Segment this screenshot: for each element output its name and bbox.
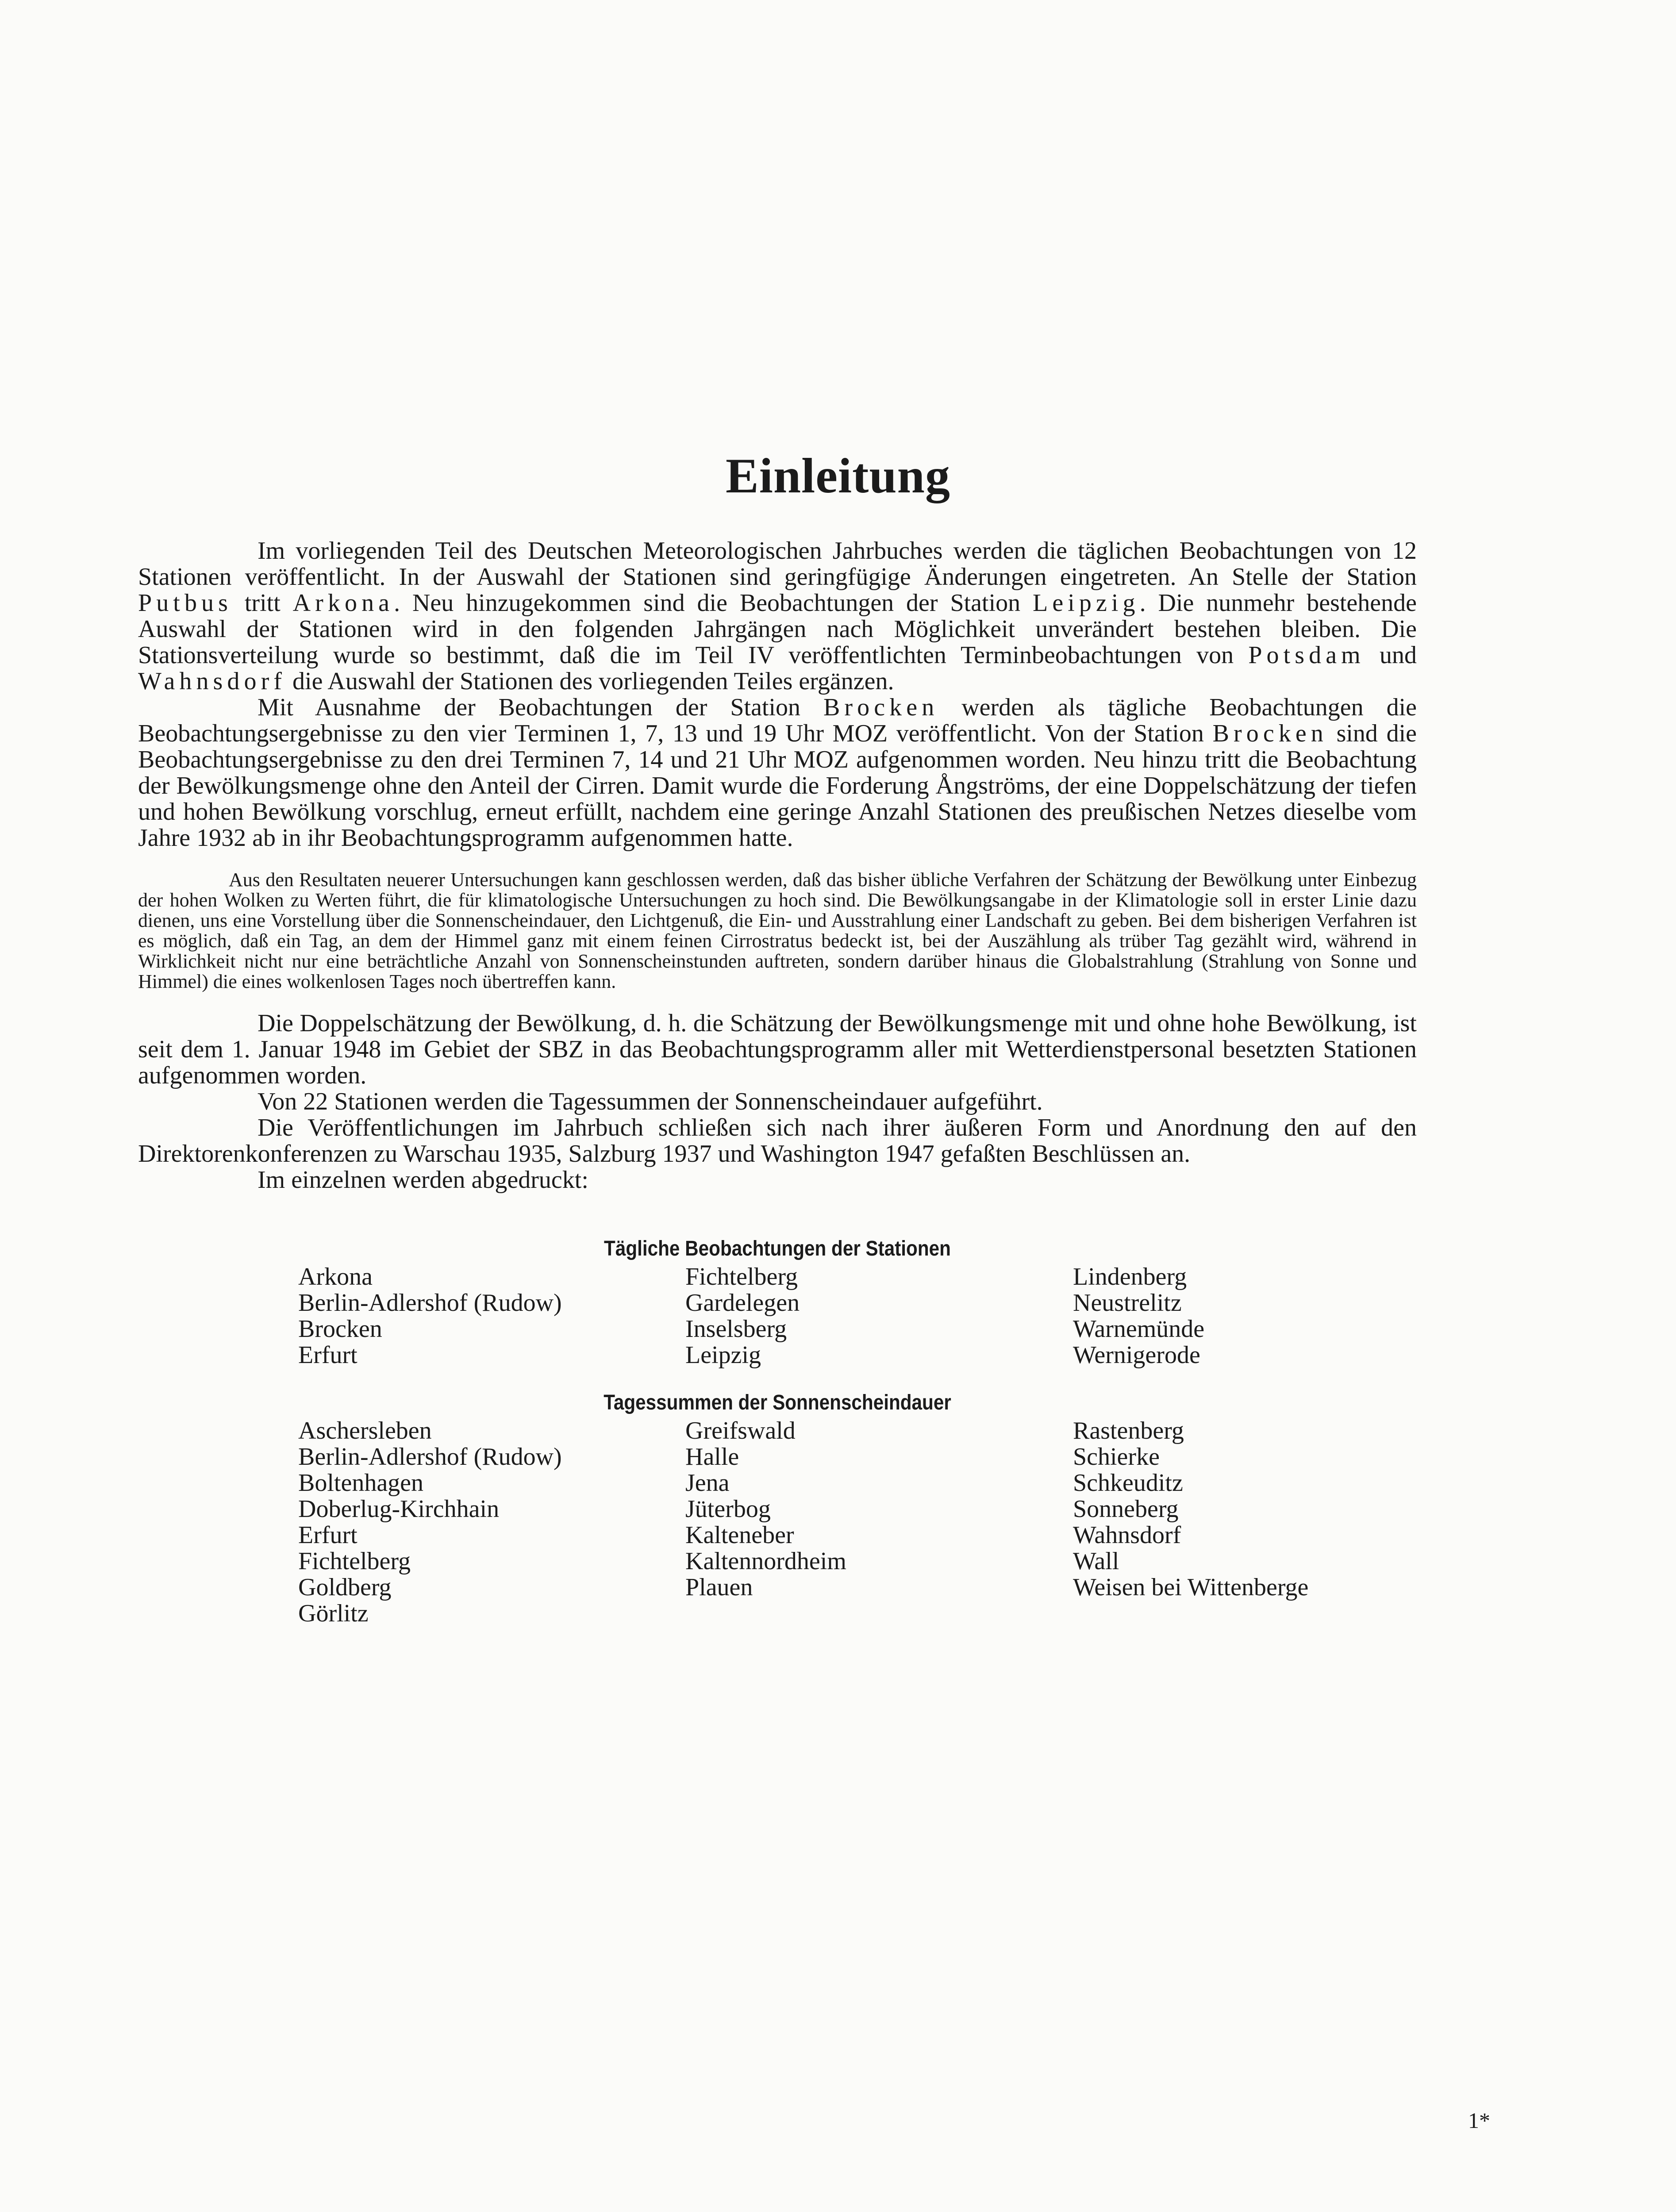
- station-column: [1073, 1264, 1471, 1368]
- station-name: Arkona: [292, 589, 394, 617]
- paragraph-6: Im einzelnen werden abgedruckt:: [258, 1166, 588, 1194]
- text-run: . Neu hinzugekommen sind die Beobachtungen der Station: [394, 589, 1033, 617]
- station-name: Brocken: [823, 694, 939, 721]
- list-item: Kaltennordheim: [685, 1548, 846, 1575]
- paragraph-1: [138, 538, 1417, 695]
- station-name: Wahnsdorf: [138, 668, 287, 695]
- station-name: Putbus: [138, 589, 232, 617]
- section-heading-sunshine: Tagessummen der Sonnenscheindauer: [604, 1391, 951, 1414]
- list-item: Sonneberg: [1073, 1495, 1179, 1523]
- list-item: Schierke: [1073, 1443, 1160, 1471]
- station-list-daily: [298, 1264, 1417, 1368]
- list-item: Weisen bei Wittenberge: [1073, 1574, 1309, 1601]
- page-title: Einleitung: [726, 449, 950, 503]
- paragraph-2: [138, 695, 1417, 851]
- list-item: Inselsberg: [685, 1315, 787, 1343]
- note-paragraph: Aus den Resultaten neuerer Untersuchungen kann geschlossen werden, daß das bisher übliche Verfahren der Schätzung der Bewölkung unter Einbezug der hohen Wolken zu Werten führt, die für klimatologische Untersuchungen zu hoch sind. Die Bewölkungsangabe in der Klimatologie soll in erster Linie dazu dienen, uns eine Vorstellung über die Sonnenscheindauer, den Lichtgenuß, die Ein- und Ausstrahlung einer Landschaft zu geben. Bei dem bisherigen Verfahren ist es möglich, daß ein Tag, an dem der Himmel ganz mit einem feinen Cirrostratus bedeckt ist, bei der Auszählung als trüber Tag gezählt wird, während in Wirklichkeit nicht nur eine beträchtliche Anzahl von Sonnenscheinstunden auftreten, sondern darüber hinaus die Globalstrahlung (Strahlung von Sonne und Himmel) die eines wolkenlosen Tages noch übertreffen kann.: [138, 869, 1417, 992]
- list-item: Neustrelitz: [1073, 1289, 1182, 1317]
- station-column: [1073, 1418, 1471, 1627]
- list-item: Fichtelberg: [685, 1263, 798, 1290]
- text-run: tritt: [232, 589, 293, 617]
- paragraph-5: Die Veröffentlichungen im Jahrbuch schließen sich nach ihrer äußeren Form und Anordnung den auf den Direktorenkonferenzen zu Warschau 1935, Salzburg 1937 und Washington 1947 gefaßten Beschlüssen an.: [138, 1114, 1417, 1167]
- text-run: und: [1365, 641, 1417, 669]
- list-item: Wall: [1073, 1548, 1119, 1575]
- text-run: Im vorliegenden Teil des Deutschen Meteorologischen Jahrbuches werden die täglichen Beobachtungen von 12 Stationen veröffentlicht. In der Auswahl der Stationen sind geringfügige Änderungen eingetreten. An Stelle der Station: [138, 537, 1417, 591]
- station-column: [298, 1418, 685, 1627]
- list-item: Kalteneber: [685, 1521, 794, 1549]
- list-item: Gardelegen: [685, 1289, 800, 1317]
- list-item: Rastenberg: [1073, 1417, 1184, 1444]
- station-column: [685, 1264, 1073, 1368]
- text-run: die Auswahl der Stationen des vorliegenden Teiles ergänzen.: [286, 668, 894, 695]
- list-item: Erfurt: [298, 1521, 357, 1549]
- list-item: Warnemünde: [1073, 1315, 1205, 1343]
- list-item: Boltenhagen: [298, 1469, 424, 1497]
- list-item: Berlin-Adlershof (Rudow): [298, 1443, 562, 1471]
- section-heading-daily: Tägliche Beobachtungen der Stationen: [604, 1237, 951, 1260]
- list-item: Wahnsdorf: [1073, 1521, 1181, 1549]
- list-item: Arkona: [298, 1263, 373, 1290]
- list-item: Greifswald: [685, 1417, 796, 1444]
- paragraph-4: Von 22 Stationen werden die Tagessummen der Sonnenscheindauer aufgeführt.: [258, 1088, 1043, 1115]
- list-item: Görlitz: [298, 1600, 369, 1627]
- list-item: Halle: [685, 1443, 739, 1471]
- list-item: Schkeuditz: [1073, 1469, 1183, 1497]
- list-item: Erfurt: [298, 1341, 357, 1369]
- list-item: Plauen: [685, 1574, 753, 1601]
- text-run: sind die Beobachtungsergebnisse zu den drei Terminen 7, 14 und 21 Uhr MOZ aufgenommen worden. Neu hinzu tritt die Beobachtung der Bewölkungsmenge ohne den Anteil der Cirren. Damit wurde die Forderung Ångströms, der eine Doppelschätzung der tiefen und hohen Bewölkung vorschlug, erneut erfüllt, nachdem eine geringe Anzahl Stationen des preußischen Netzes dieselbe vom Jahre 1932 ab in ihr Beobachtungsprogramm aufgenommen hatte.: [138, 720, 1417, 852]
- list-item: Goldberg: [298, 1574, 392, 1601]
- text-run: werden als tägliche Beobachtungen die Beobachtungsergebnisse zu den vier Terminen 1, 7, 13 und 19 Uhr MOZ veröffentlicht. Von der Station: [138, 694, 1417, 747]
- station-list-sunshine: [298, 1418, 1417, 1627]
- main-text: [138, 538, 1417, 1627]
- list-item: Leipzig: [685, 1341, 761, 1369]
- text-run: . Die nunmehr bestehende Auswahl der Stationen wird in den folgenden Jahrgängen nach Möglichkeit unverändert bestehen bleiben. Die Stationsverteilung wurde so bestimmt, daß die im Teil IV veröffentlichten Terminbeobachtungen von: [138, 589, 1417, 669]
- station-column: [298, 1264, 685, 1368]
- station-name: Brocken: [1212, 720, 1328, 747]
- station-name: Leipzig: [1033, 589, 1140, 617]
- page-number: 1*: [1468, 2108, 1490, 2133]
- station-name: Potsdam: [1248, 641, 1365, 669]
- station-column: [685, 1418, 1073, 1627]
- list-item: Berlin-Adlershof (Rudow): [298, 1289, 562, 1317]
- list-item: Wernigerode: [1073, 1341, 1200, 1369]
- list-item: Aschersleben: [298, 1417, 432, 1444]
- list-item: Jena: [685, 1469, 730, 1497]
- list-item: Fichtelberg: [298, 1548, 411, 1575]
- list-item: Jüterbog: [685, 1495, 771, 1523]
- small-print-note: [138, 870, 1417, 992]
- text-run: Mit Ausnahme der Beobachtungen der Station: [258, 694, 823, 721]
- list-item: Brocken: [298, 1315, 382, 1343]
- list-item: Lindenberg: [1073, 1263, 1187, 1290]
- paragraph-3: Die Doppelschätzung der Bewölkung, d. h. die Schätzung der Bewölkungsmenge mit und ohne hohe Bewölkung, ist seit dem 1. Januar 1948 im Gebiet der SBZ in das Beobachtungsprogramm aller mit Wetterdienstpersonal besetzten Stationen aufgenommen worden.: [138, 1010, 1417, 1089]
- list-item: Doberlug-Kirchhain: [298, 1495, 500, 1523]
